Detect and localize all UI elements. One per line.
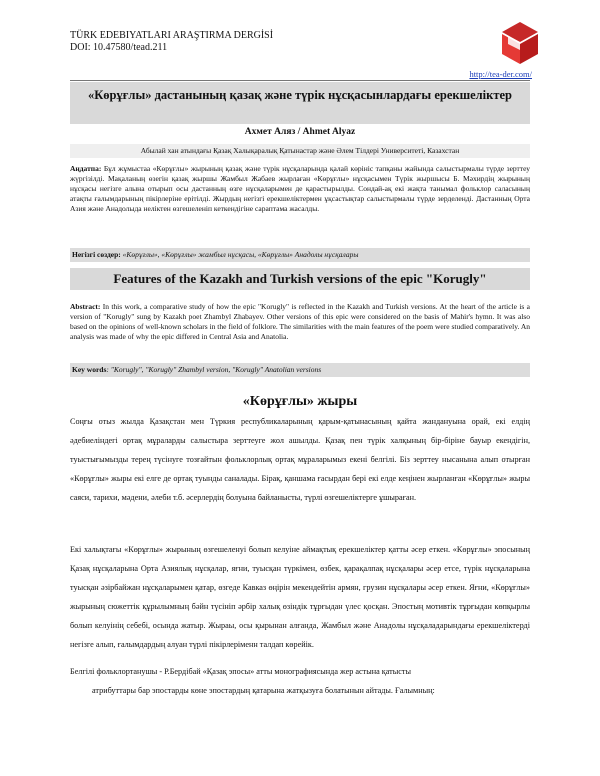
section-title: «Көрұғлы» жыры	[242, 394, 358, 409]
keywords-kz-label: Негізгі сөздер:	[72, 250, 121, 259]
paragraph-2: Екі халықтағы «Көрұғлы» жырының өзгешеленуі болып келуіне аймақтық ерекшеліктер қатты әсер еткен. «Көрұғлы» эпосының Қазақ нұсқаларына Орта Азиялық нұсқалар, яғни, туысқан түркімен, өзбек, қарақалпақ нұсқалары әсер етсе, түрік нұсқаларына туысқан әзірбайжан нұсқаларымен қатар, өзгеде Кавказ өңірін мекендейтін армян, грузин нұсқалары әсер еткен. Яғни, «Көрұғлы» жырының сюжеттік құрылымның бәйн түсініп әрбір халық өзіндік тұрғыдан үлес қосқан. Эпостың мотивтік тұрғыдан көпқырлы болып келуінің себебі, осында жатыр. Жыраы, осы қырынан алғанда, Жамбыл және Анадолы нұсқаладарындағы ерекшеліктерді негізге алып, ғалымдардың алуан түрлі пікірлеріменн талдап көрейік.	[70, 545, 530, 649]
author-name: Ахмет Аляз / Ahmet Alyaz	[244, 127, 356, 137]
abstract-en-label: Abstract:	[70, 302, 101, 311]
keywords-en-label: Key words	[72, 365, 107, 374]
abstract-kz-text: Бұл жұмыстаа «Көрұғлы» жырының қазақ және түрік нұсқаларында қалай көрініс тапқаны жайында салыстырмалы түрде зерттеу жүргізілді. Мақаланың өзегін қазақ жыршы Жамбыл Жабаев жырлаған «Көрұғлы» нұсқасымен Түрік жыршысы Б. Мәхирдің жырының нұсқасы негізге алына отырып осы дастанның өзге нұсқаларымен де қарастырылды. Сондай-ақ екі жақта танымал фольклор саласының атақты ғалымдарының пікірлеріне ерітілді. Жырдың негізгі ерекшеліктермен ұқсастықтар салыстырмалы түрде зерделенді. Дастанның Орта Азия және Анадолыда неліктен өзгешеленіп кеткендігіне сараптама жасалды.	[70, 164, 530, 213]
journal-logo-icon	[500, 20, 540, 66]
journal-doi: DOI: 10.47580/tead.211	[70, 42, 168, 53]
affiliation: Абылай хан атындағы Қазақ Халықаралық Қатынастар және Әлем Тілдері Университеті, Казахстан	[70, 144, 530, 158]
keywords-kz	[70, 248, 530, 262]
journal-name: TÜRK EDEBIYATLARI ARAŞTIRMA DERGİSİ	[70, 30, 274, 41]
abstract-en-text: In this work, a comparative study of how the epic "Korugly" is reflected in the Kazakh and Turkish versions. At the heart of the article is a version of "Korugly" sung by Kazakh poet Zhambyl Zhabayev. Other versions of this epic were considered on the basis of Mahir's hymn. It was also based on the opinions of well-known scholars in the field of folklore. The similarities with the main features of the poem were studied comparatively. An analysis was made of why the epic differed in Central Asia and Anatolia.	[70, 302, 530, 341]
english-title: Features of the Kazakh and Turkish versions of the epic "Korugly"	[70, 268, 530, 290]
paragraph-3	[70, 662, 530, 700]
journal-url-link[interactable]: http://tea-der.com/	[469, 69, 532, 79]
paragraph-3-line-1: Белгілі фольклортанушы - Р.Бердібай «Қазақ эпосы» атты монографиясында жер астына қатысты	[70, 667, 411, 676]
paragraph-1: Соңғы отыз жылда Қазақстан мен Түркия республикаларының қарым-қатынасының қайта жандануына орай, екі елдің әдебиеліндегі ортақ мұраларды салыстыра зерттеуге жол ашылды. Қазақ пен түрік халқының бір-біріне бауыр екендігін, туыстығымызды терең түсінуге тозғайтын фольклорлық ортақ мұраларымыз екені белгілі. Біз зерттеу нысанына алып отырған «Көрұғлы» жыры екі елге де ортақ туынды саналады. Бірақ, қаншама ғасырдан бері екі елде кеңінен жырланған «Көрұғлы» жыры саяси, тарихи, мәдени, әлеби т.б. әсерлердің болуына байланысты, түрлі өзгешеліктерге ұшыраған.	[70, 417, 530, 502]
article-title: «Көрұғлы» дастанының қазақ және түрік нұсқасынлардағы ерекшеліктер	[70, 82, 530, 124]
abstract-en	[70, 302, 530, 342]
journal-header	[70, 30, 273, 54]
abstract-kz	[70, 164, 530, 214]
keywords-en	[70, 363, 530, 377]
paragraph-3-line-2: атрибуттары бар эпостарды көне эпостардың қатарына жатқызуға болатынын айтады. Ғалымның:	[92, 686, 435, 695]
keywords-en-text: : "Korugly", "Korugly" Zhambyl version, "Korugly" Anatolian versions	[106, 365, 322, 374]
keywords-kz-text: «Көрұғлы», «Көрұғлы» жамбыл нұсқасы, «Көрұғлы» Анадолы нұсқалары	[120, 250, 359, 259]
top-divider	[70, 80, 530, 81]
abstract-kz-label: Аңдатпа:	[70, 164, 102, 173]
